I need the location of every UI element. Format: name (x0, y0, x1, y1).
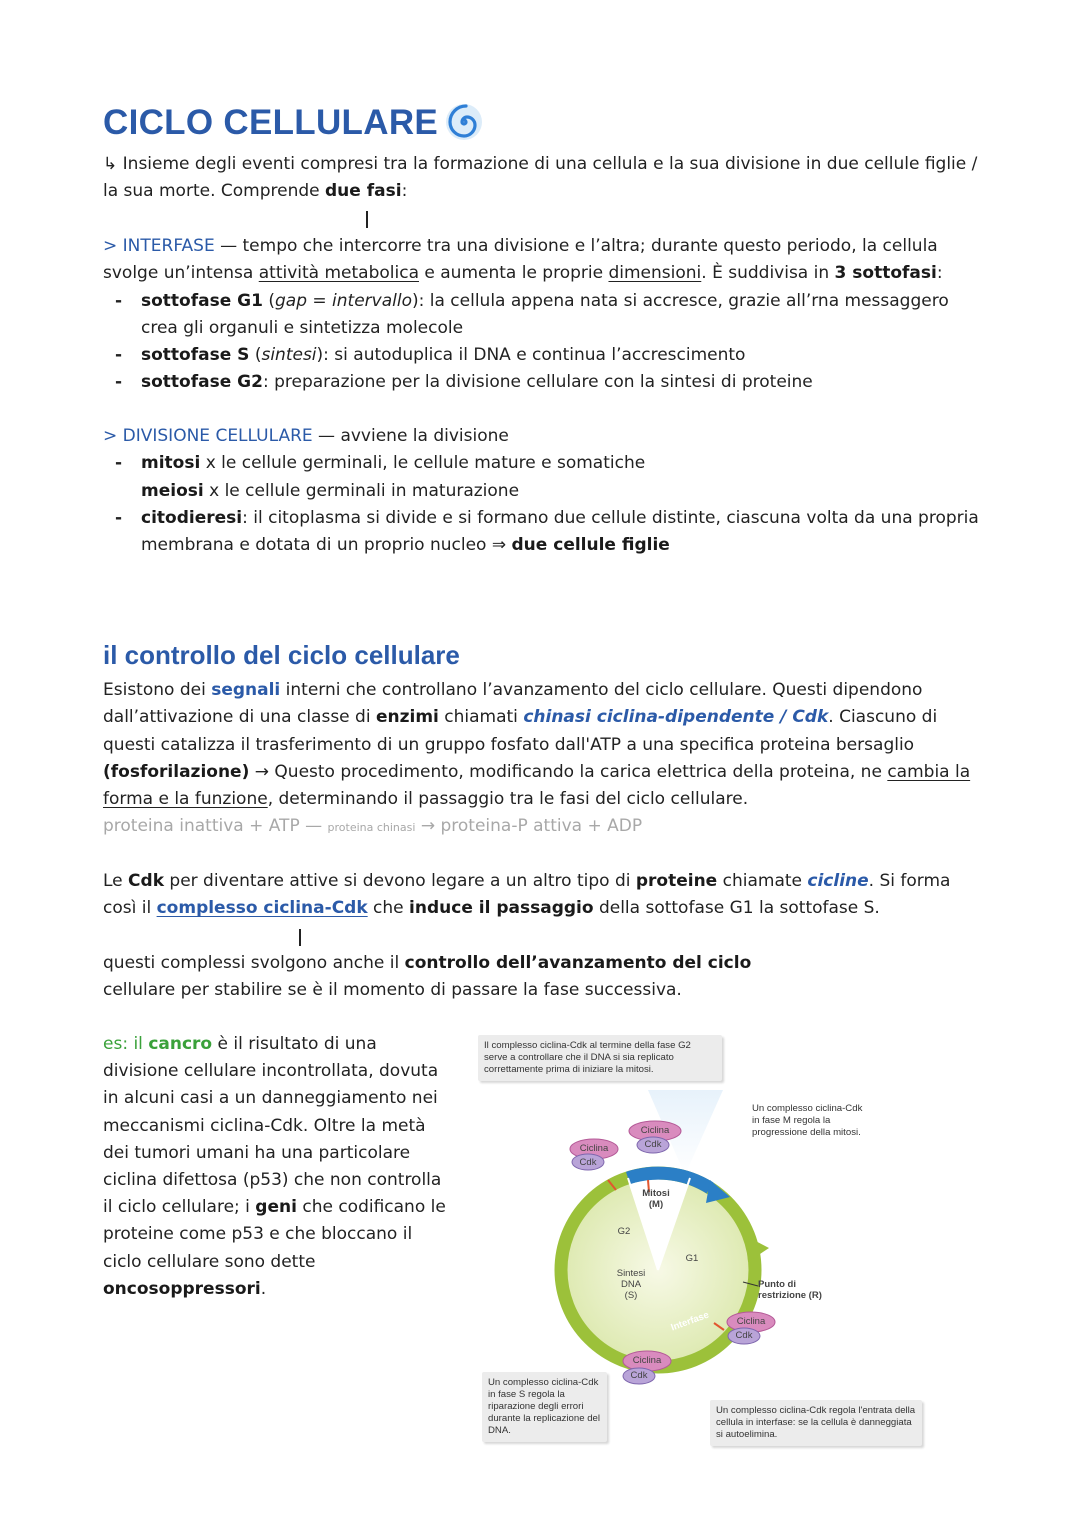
controllo-paragraph-1: Esistono dei segnali interni che controllano l’avanzamento del ciclo cellulare. Questi dipendono dall’attivazione di una classe di enzimi chiamati chinasi ciclina-dipendente / Cdk. Ciascuno di questi catalizza il trasferimento di un gruppo fosfato dall'ATP a una specifica proteina bersaglio (fosforilazione) → Questo procedimento, modificando la carica elettrica della proteina, ne cambia la forma e la funzione, determinando il passaggio tra le fasi del ciclo cellulare. proteina inattiva + ATP — proteina chinasi → proteina-P attiva + ADP (103, 680, 971, 837)
controllo-paragraph-2: Le Cdk per diventare attive si devono legare a un altro tipo di proteine chiamate cicline. Si forma così il complesso ciclina-Cdk che induce il passaggio della sottofase G1 la sottofase S. (103, 871, 951, 919)
spiral-icon (444, 102, 484, 142)
example-paragraph: es: il cancro è il risultato di una divisione cellulare incontrollata, dovuta in alcuni casi a un danneggiamento nei meccanismi ciclina-Cdk. Oltre la metà dei tumori umani ha una particolare ciclina difettosa (p53) che non controlla il ciclo cellulare; i geni che codificano le proteine come p53 e che bloccano il ciclo cellulare sono dette oncosoppressori. (103, 1034, 446, 1299)
label-ciclina-g2: Ciclina (579, 1143, 609, 1154)
divisione-section: > DIVISIONE CELLULARE — avviene la divisione - mitosi x le cellule germinali, le cellule mature e somatiche meiosi x le cellule germinali in maturazione - citodieresi: il citoplasma si divide e si formano due cellule distinte, ciascuna volta da una propria membrana e dotata di un proprio nucleo ⇒ due cellule figlie (103, 423, 983, 559)
caption-g1: Un complesso ciclina-Cdk regola l'entrata della cellula in interfase: se la cellula è danneggiata si autoelimina. (710, 1400, 922, 1446)
intro-paragraph: ↳ Insieme degli eventi compresi tra la formazione di una cellula e la sua divisione in due cellule figlie / la sua morte. Comprende due fasi: (103, 154, 978, 202)
label-cdk-m: Cdk (644, 1139, 662, 1150)
list-item-g1: - sottofase G1 (gap = intervallo): la cellula appena nata si accresce, grazie all’rna messaggero crea gli organuli e sintetizza molecole (103, 288, 983, 343)
divisione-label: > DIVISIONE CELLULARE (103, 426, 313, 446)
label-cdk-s: Cdk (630, 1370, 648, 1381)
interfase-section: > INTERFASE — tempo che intercorre tra una divisione e l’altra; durante questo periodo, la cellula svolge un’intensa attività metabolica e aumenta le proprie dimensioni. È suddivisa in 3 sottofasi: - sottofase G1 (gap = intervallo): la cellula appena nata si accresce, grazie all’rna messaggero crea gli organuli e sintetizza molecole - sottofase S (sintesi): si autoduplica il DNA e continua l’accrescimento - sottofase G2: preparazione per la divisione cellulare con la sintesi di proteine (103, 233, 983, 397)
reaction-equation: proteina inattiva + ATP — proteina chinasi → proteina-P attiva + ADP (103, 816, 643, 837)
page-title-text: CICLO CELLULARE (103, 103, 439, 142)
list-item-s: - sottofase S (sintesi): si autoduplica il DNA e continua l’accrescimento (103, 342, 983, 369)
label-interfase: Interfase (669, 1309, 711, 1334)
caption-m: Un complesso ciclina-Cdk in fase M regola la progressione della mitosi. (746, 1098, 870, 1144)
label-punto-restrizione: Punto di restrizione (R) (758, 1279, 822, 1301)
interfase-label: > INTERFASE (103, 236, 215, 256)
list-item-mitosi: - mitosi x le cellule germinali, le cellule mature e somatiche (103, 450, 983, 477)
list-item-g2: - sottofase G2: preparazione per la divisione cellulare con la sintesi di proteine (103, 369, 983, 396)
connector-line-2 (299, 929, 301, 946)
label-ciclina-g1: Ciclina (736, 1316, 766, 1327)
label-sintesi: Sintesi DNA (S) (616, 1268, 646, 1301)
page-title (103, 102, 484, 143)
label-cdk-g2: Cdk (579, 1157, 597, 1168)
caption-s: Un complesso ciclina-Cdk in fase S regola la riparazione degli errori durante la replicazione del DNA. (482, 1372, 607, 1442)
label-g1: G1 (685, 1253, 699, 1264)
label-mitosi: Mitosi (M) (642, 1188, 670, 1210)
cell-cycle-diagram (478, 1030, 928, 1455)
controllo-paragraph-3: questi complessi svolgono anche il controllo dell’avanzamento del ciclo cellulare per stabilire se è il momento di passare la fase successiva. (103, 953, 752, 1001)
hook-arrow-icon: ↳ (103, 154, 118, 174)
label-ciclina-s: Ciclina (632, 1355, 662, 1366)
connector-line (366, 211, 368, 228)
label-g2: G2 (617, 1226, 631, 1237)
caption-g2: Il complesso ciclina-Cdk al termine della fase G2 serve a controllare che il DNA si sia replicato correttamente prima di iniziare la mitosi. (478, 1035, 722, 1081)
list-item-meiosi: meiosi x le cellule germinali in maturazione (141, 480, 520, 501)
list-item-citodieresi: - citodieresi: il citoplasma si divide e si formano due cellule distinte, ciascuna volta da una propria membrana e dotata di un proprio nucleo ⇒ due cellule figlie (103, 505, 983, 560)
label-ciclina-m: Ciclina (640, 1125, 670, 1136)
label-cdk-g1: Cdk (735, 1330, 753, 1341)
section-title-controllo: il controllo del ciclo cellulare (103, 640, 460, 670)
